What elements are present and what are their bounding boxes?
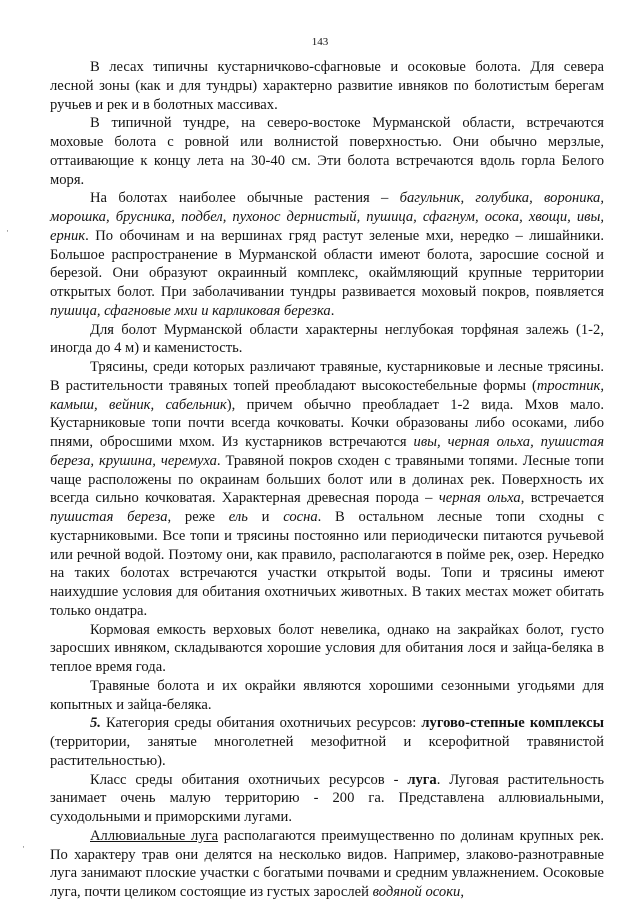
- text-run: В лесах типичны кустарничково-сфагновые и осоковые болота. Для севера лесной зоны (как и для тундры) характерно развитие ивняков по болотистым берегам ручьев и рек и в болотных массивах.: [50, 59, 604, 113]
- paragraph: [50, 621, 604, 677]
- paragraph: [50, 189, 604, 320]
- text-run: . По обочинам и на вершинах гряд растут зеленые мхи, нередко – лишайники. Большое распространение в Мурманской области имеют болота, заросшие сосной и березой. Они образуют окраинный комплекс, окаймляющий крупные территории открытых болот. При заболачивании тундры развивается моховый покров, появляется: [50, 227, 604, 300]
- text-run: .: [330, 302, 335, 319]
- text-run: ), причем обычно преобладает 1-2 вида. Мхов мало. Кустарниковые топи почти всегда кочковаты. Кочки образованы либо осоками, либо пнями, обросшими мхом. Из кустарников встречаются: [50, 396, 604, 450]
- text-run: Травяные болота и их окрайки являются хорошими сезонными угодьями для копытных и зайца-беляка.: [50, 677, 604, 713]
- text-run: Класс среды обитания охотничьих ресурсов -: [90, 771, 408, 788]
- text-run: . Луговая растительность занимает очень малую территорию - 200 га. Представлена аллювиальными, суходольными и приморскими лугами.: [50, 771, 604, 825]
- text-run: и: [247, 509, 284, 525]
- text-run: Кормовая емкость верховых болот невелика, однако на закрайках болот, густо заросших ивняком, складываются хорошие условия для обитания лося и зайца-беляка в теплое время года.: [50, 621, 604, 675]
- formatted-text-run: черная ольха: [438, 490, 521, 507]
- paragraph: [50, 114, 604, 189]
- text-run: Категория среды обитания охотничьих ресурсов:: [100, 715, 422, 732]
- formatted-text-run: лугово-степные комплексы: [421, 715, 604, 732]
- text-run: Для болот Мурманской области характерны неглубокая торфяная залежь (1-2, иногда до 4 м) и каменистость.: [50, 321, 604, 357]
- formatted-text-run: луга: [407, 771, 437, 788]
- text-run: . В остальном лесные топи сходны с кустарниковыми. Все топи и трясины постоянно или периодически питаются ручьевой или речной водой. Поэтому они, как правило, располагаются в пойме рек, озер. Нередко на таких болотах встречаются участки открытой воды. Топи и трясины имеют наихудшие условия для обитания охотничьих животных. В таких местах может обитать только ондатра.: [50, 509, 604, 619]
- paragraph: [50, 358, 604, 621]
- text-run: ,: [460, 884, 464, 900]
- formatted-text-run: 5.: [90, 715, 101, 732]
- text-run: располагаются преимущественно по долинам крупных рек. По характеру трав они делятся на несколько видов. Например, злаково-разнотравные луга занимают плоские участки с богатыми почвами и средним увлажнением. Осоковые луга, почти целиком состоящие из густых зарослей: [50, 827, 604, 900]
- page-number: 143: [311, 36, 329, 48]
- paragraph: [50, 677, 604, 715]
- document-body: [50, 58, 604, 902]
- paragraph: [50, 321, 604, 359]
- paragraph: [50, 58, 604, 114]
- text-run: На болотах наиболее обычные растения –: [90, 190, 400, 207]
- text-run: В типичной тундре, на северо-востоке Мурманской области, встречаются моховые болота с ровной или волнистой поверхностью. Они обычно мерзлые, оттаивающие к концу лета на 30-40 см. Эти болота встречаются вдоль горла Белого моря.: [50, 115, 604, 188]
- formatted-text-run: багульник, голубика, вороника, морошка, брусника, подбел, пухонос дернистый, пушица, сфагнум, осока, хвощи, ивы, ерник: [50, 190, 604, 244]
- text-run: , встречается: [520, 490, 604, 507]
- formatted-text-run: ивы, черная ольха, пушистая береза, крушина, черемуха: [50, 434, 605, 469]
- formatted-text-run: Аллювиальные луга: [90, 827, 219, 844]
- text-run: . Травяной покров сходен с травяными топями. Лесные топи чаще расположены по окраинам больших болот или в долинах рек. Поверхность их всегда сильно кочковатая. Характерная древесная порода –: [50, 452, 604, 507]
- paragraph: [50, 771, 604, 827]
- formatted-text-run: сосна: [283, 509, 318, 525]
- text-run: (территории, занятые многолетней мезофитной и ксерофитной травянистой растительностью).: [50, 734, 604, 769]
- formatted-text-run: ель: [228, 509, 248, 525]
- formatted-text-run: водяной осоки: [372, 884, 461, 900]
- text-run: Трясины, среди которых различают травяные, кустарниковые и лесные трясины. В растительности травяных топей преобладают высокостебельные формы (: [50, 359, 604, 394]
- scan-dot: ·: [22, 842, 25, 852]
- formatted-text-run: пушица, сфагновые мхи и карликовая березка: [50, 302, 331, 319]
- paragraph: [50, 827, 604, 902]
- paragraph: [50, 714, 604, 770]
- text-run: , реже: [167, 509, 229, 525]
- formatted-text-run: тростник, камыш, вейник, сабельник: [50, 377, 604, 413]
- scan-dot: ·: [6, 226, 9, 236]
- formatted-text-run: пушистая береза: [50, 509, 168, 525]
